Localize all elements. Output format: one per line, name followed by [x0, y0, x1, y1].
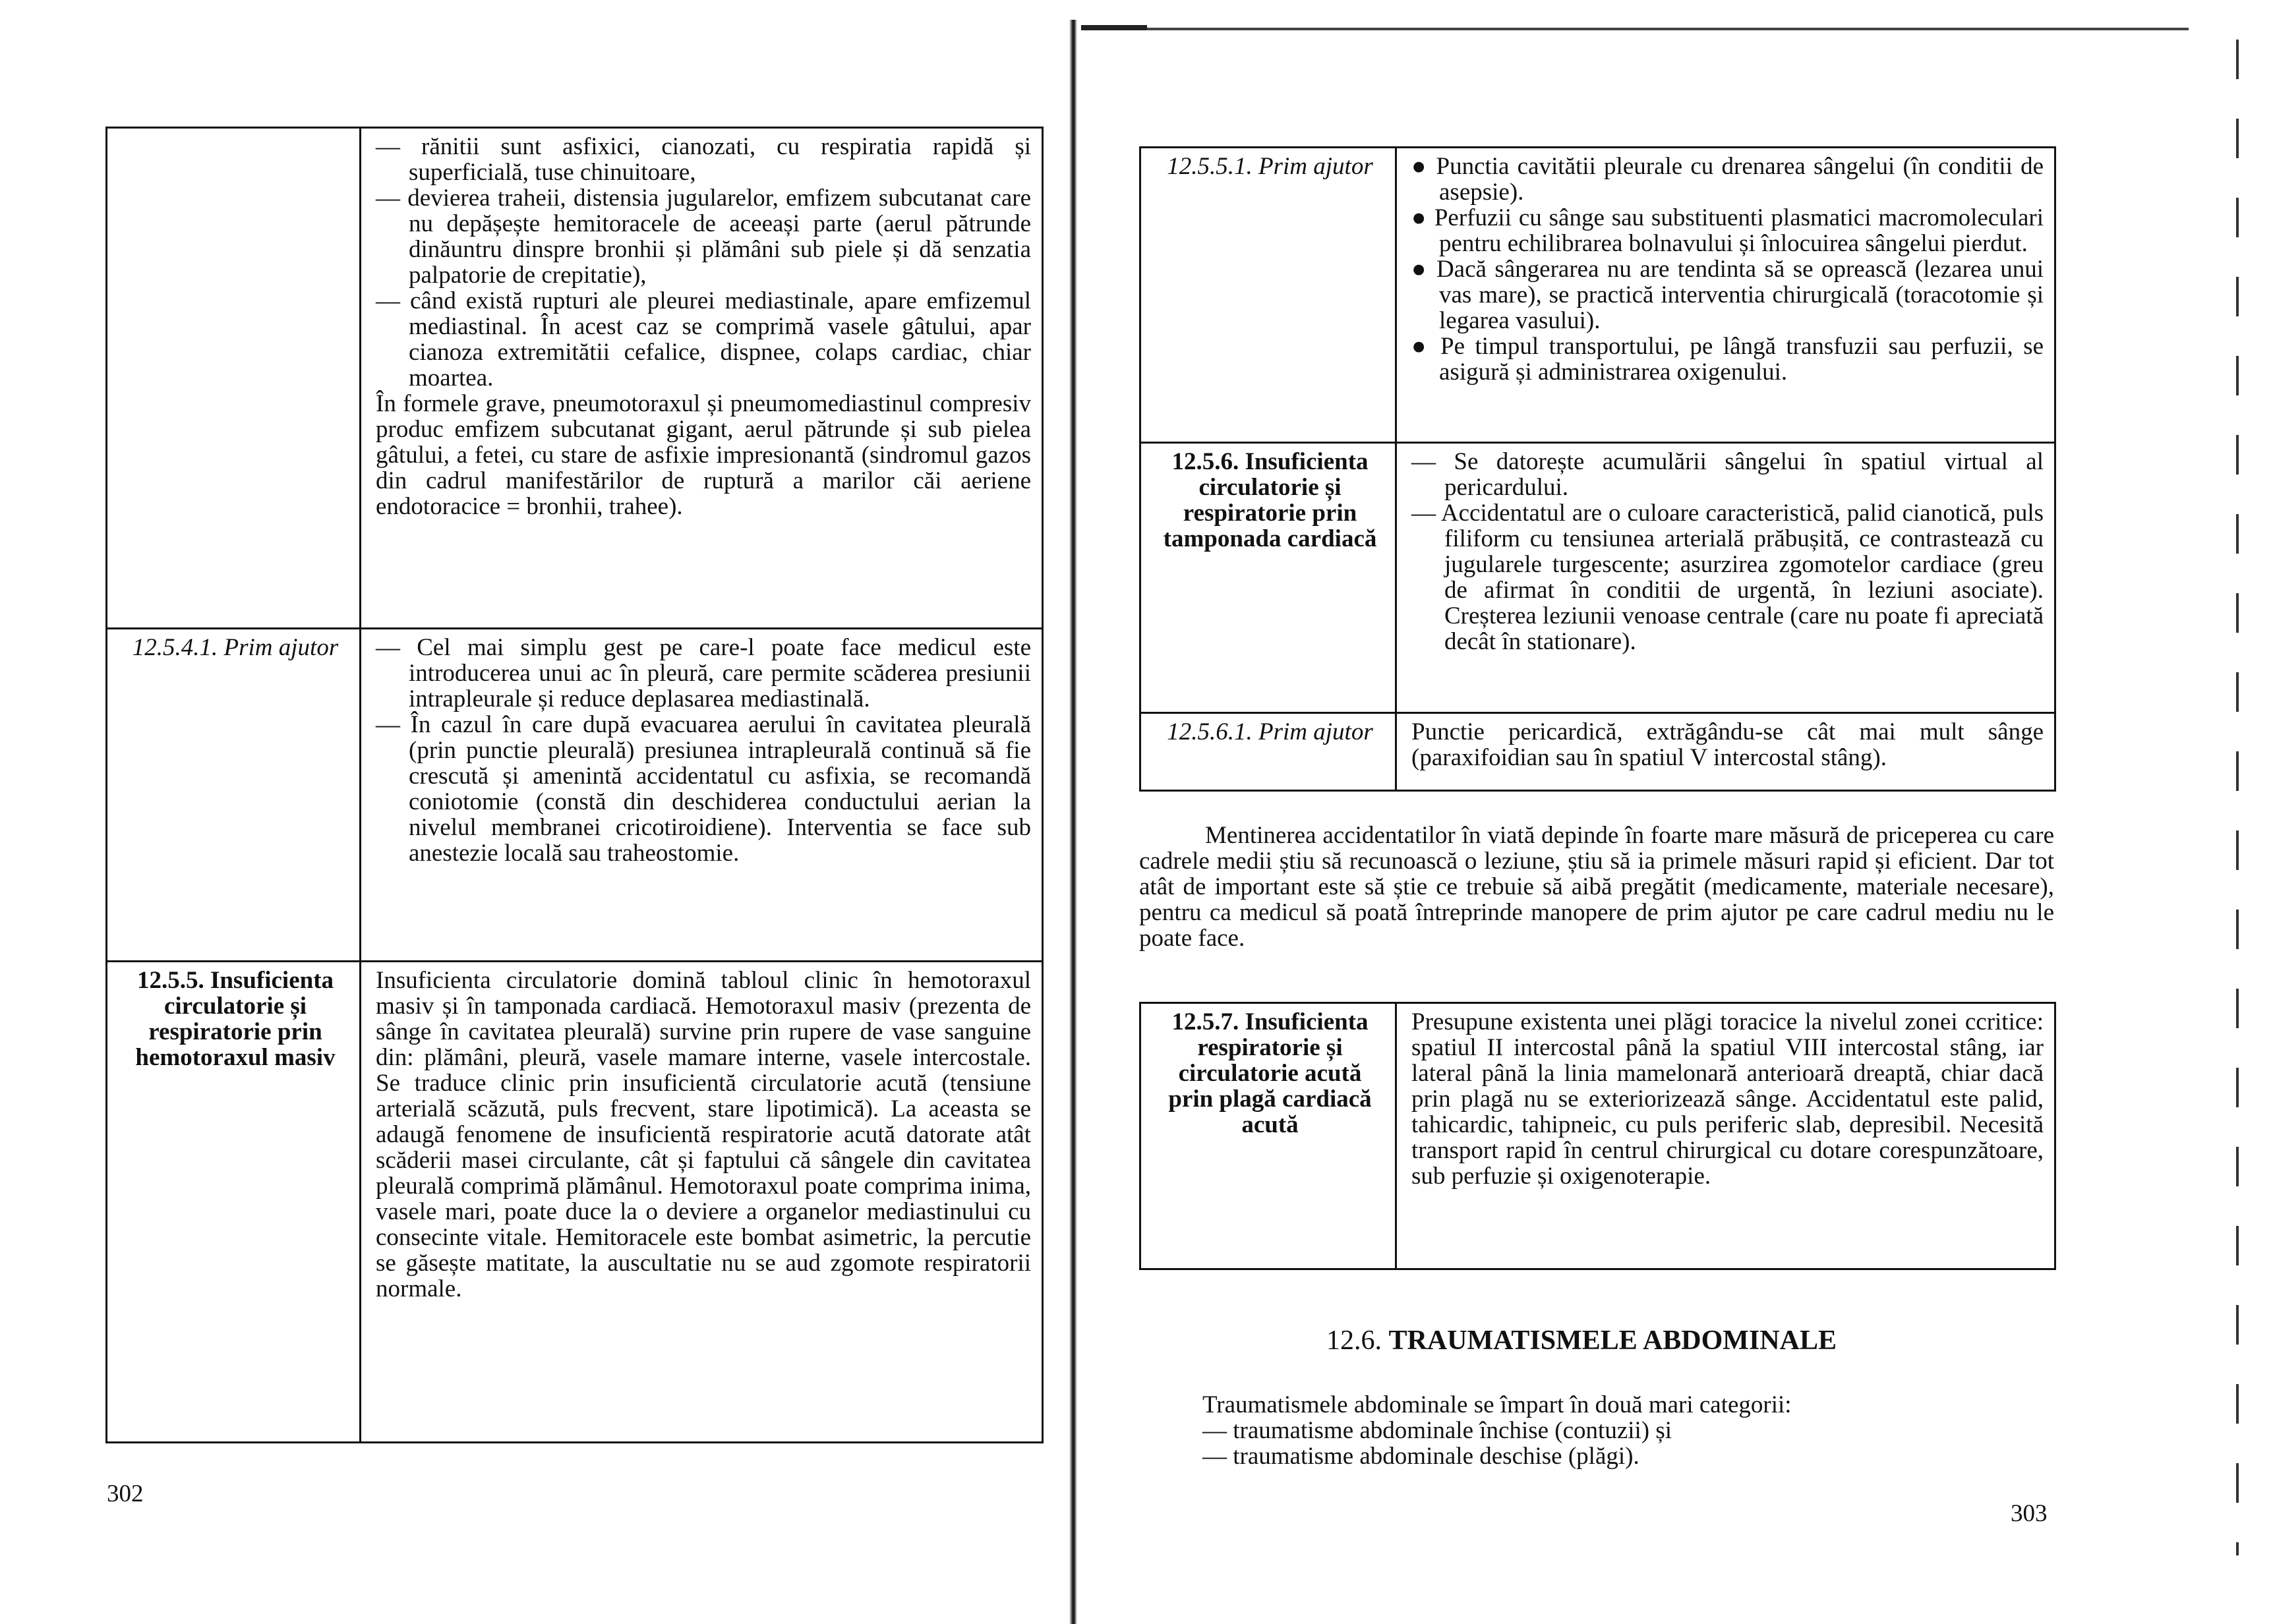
section-title: TRAUMATISMELE ABDOMINALE [1388, 1325, 1837, 1356]
row-label-heading: 12.5.5. Insuficienta circulatorie și respiratorie prin hemotoraxul masiv [107, 962, 361, 1443]
dash-item: — În cazul în care după evacuarea aerului în cavitatea pleurală (prin punctie pleurală) presiunea intrapleurală continuă să fie crescută și amenintă accidentatul cu asfixia, se recomandă coniotomie (constă din deschiderea conductului aerian la nivelul membranei cricotiroidiene). Interventia se face sub anestezie locală sau traheostomie. [376, 711, 1031, 867]
page-number-left: 302 [107, 1480, 144, 1507]
right-page-table-top [1139, 146, 2056, 792]
body-paragraph: Mentinerea accidentatilor în viată depinde în foarte mare măsură de priceperea cu care cadrele medii știu să recunoască o leziune, știu să ia primele măsuri rapid și eficient. Dar tot atât de important este să știe ce trebuie să aibă pregătit (medicamente, materiale necesare), pentru ca medicul să poată întreprinde manopere de prim ajutor pe care cadrul mediu nu le poate face. [1139, 822, 2054, 952]
dash-item: — Cel mai simplu gest pe care-l poate face medicul este introducerea unui ac în pleură, care permite scăderea presiunii intrapleurale și reduce deplasarea mediastinală. [376, 634, 1031, 712]
section-heading [1326, 1325, 1837, 1356]
table-row [1140, 443, 2055, 713]
list-item: — traumatisme abdominale închise (contuzii) și [1202, 1417, 1672, 1444]
table-row [107, 629, 1043, 962]
book-gutter [1069, 20, 1077, 1624]
dash-item: — Se datorește acumulării sângelui în spatiul virtual al pericardului. [1411, 448, 2044, 501]
row-label-first-aid: 12.5.6.1. Prim ajutor [1140, 713, 1396, 791]
paragraph-text: Insuficienta circulatorie domină tabloul clinic în hemotoraxul masiv și în tamponada cardiacă. Hemotoraxul masiv (prezenta de sânge în cavitatea pleurală) survine prin rupere de vase sanguine din: plămâni, pleură, vasele mamare interne, vasele intercostale. Se traduce clinic prin insuficientă circulatorie acută (tensiune arterială scăzută, puls frecvent, stare lipotimică). La aceasta se adaugă fenomene de insuficientă respiratorie acută datorate atât scăderii masei circulante, cât și faptului că sângele din cavitatea pleurală comprimă plămânul. Hemotoraxul poate comprima inima, vasele mari, poate duce la o deviere a organelor mediastinului cu consecinte vitale. Hemitoracele este bombat asimetric, la percutie se găsește matitate, la auscultatie nu se aud zgomote respiratorii normale. [376, 967, 1031, 1302]
dash-item: — rănitii sunt asfixici, cianozati, cu respiratia rapidă și superficială, tuse chinuitoare, [376, 133, 1031, 186]
bullet-item: ● Dacă sângerarea nu are tendinta să se oprească (lezarea unui vas mare), se practică interventia chirurgicală (toracotomie și legarea vasului). [1411, 256, 2044, 334]
table-row [1140, 1003, 2055, 1269]
bullet-item: ● Pe timpul transportului, pe lângă transfuzii sau perfuzii, se asigură și administrarea oxigenului. [1411, 333, 2044, 386]
bullet-item: ● Perfuzii cu sânge sau substituenti plasmatici macromoleculari pentru echilibrarea bolnavului și înlocuirea sângelui pierdut. [1411, 204, 2044, 257]
table-row [107, 962, 1043, 1443]
right-page-table-bottom [1139, 1002, 2056, 1270]
dash-item: — când există rupturi ale pleurei mediastinale, apare emfizemul mediastinal. În acest caz se comprimă vasele gâtului, apar cianoza extremitătii cefalice, dispnee, colaps cardiac, chiar moartea. [376, 287, 1031, 392]
row-label-empty [107, 128, 361, 629]
paragraph-text: În formele grave, pneumotoraxul și pneumomediastinul compresiv produc emfizem subcutanat gigant, aerul pătrunde și sub pielea gâtului, a fetei, cu stare de asfixie impresionantă (sindromul gazos din cadrul manifestărilor de ruptură a marilor căi aeriene endotoracice = bronhii, trahee). [376, 390, 1031, 520]
row-label-first-aid: 12.5.5.1. Prim ajutor [1140, 148, 1396, 443]
section-intro [1202, 1392, 1993, 1469]
row-content [1396, 443, 2055, 713]
section-number: 12.6. [1326, 1325, 1382, 1356]
row-label-first-aid: 12.5.4.1. Prim ajutor [107, 629, 361, 962]
row-content [1396, 713, 2055, 791]
intro-text: Traumatismele abdominale se împart în două mari categorii: [1202, 1391, 1792, 1418]
page-edge-marks [2236, 40, 2239, 1555]
table-row [1140, 713, 2055, 791]
row-content [361, 128, 1043, 629]
row-label-heading: 12.5.6. Insuficienta circulatorie și respiratorie prin tamponada cardiacă [1140, 443, 1396, 713]
row-content [1396, 1003, 2055, 1269]
row-label-heading: 12.5.7. Insuficienta respiratorie și circulatorie acută prin plagă cardiacă acută [1140, 1003, 1396, 1269]
gutter-mark [1081, 25, 1147, 30]
page-top-rule [1147, 28, 2189, 30]
row-content [1396, 148, 2055, 443]
bullet-item: ● Punctia cavitătii pleurale cu drenarea sângelui (în conditii de asepsie). [1411, 153, 2044, 206]
row-content [361, 962, 1043, 1443]
dash-item: — Accidentatul are o culoare caracteristică, palid cianotică, puls filiform cu tensiunea arterială prăbușită, ce contrastează cu jugularele turgescente; asurzirea zgomotelor cardiace (greu de afirmat în conditii de urgentă, în leziuni asociate). Creșterea leziunii venoase centrale (care nu poate fi apreciată decât în stationare). [1411, 500, 2044, 655]
page-number-right: 303 [2011, 1500, 2048, 1527]
dash-item: — devierea traheii, distensia jugularelor, emfizem subcutanat care nu depășește hemitoracele de aceeași parte (aerul pătrunde dinăuntru dinspre bronhii și plămâni sub piele și dă senzatia palpatorie de crepitatie), [376, 185, 1031, 289]
row-content [361, 629, 1043, 962]
table-row [1140, 148, 2055, 443]
paragraph-text: Punctie pericardică, extrăgându-se cât mai mult sânge (paraxifoidian sau în spatiul V intercostal stâng). [1411, 718, 2044, 771]
left-page-table [105, 127, 1044, 1443]
list-item: — traumatisme abdominale deschise (plăgi). [1202, 1443, 1639, 1470]
paragraph-text: Presupune existenta unei plăgi toracice la nivelul zonei ccritice: spatiul II intercostal până la spatiul VIII intercostal stâng, iar lateral până la linia mamelonară anterioară dreaptă, chiar dacă prin plagă nu se exteriorizează sânge. Accidentatul este palid, tahicardic, tahipneic, cu puls periferic slab, depresibil. Necesită transport rapid în centrul chirurgical cu dotare corespunzătoare, sub perfuzie și oxigenoterapie. [1411, 1008, 2044, 1190]
table-row [107, 128, 1043, 629]
